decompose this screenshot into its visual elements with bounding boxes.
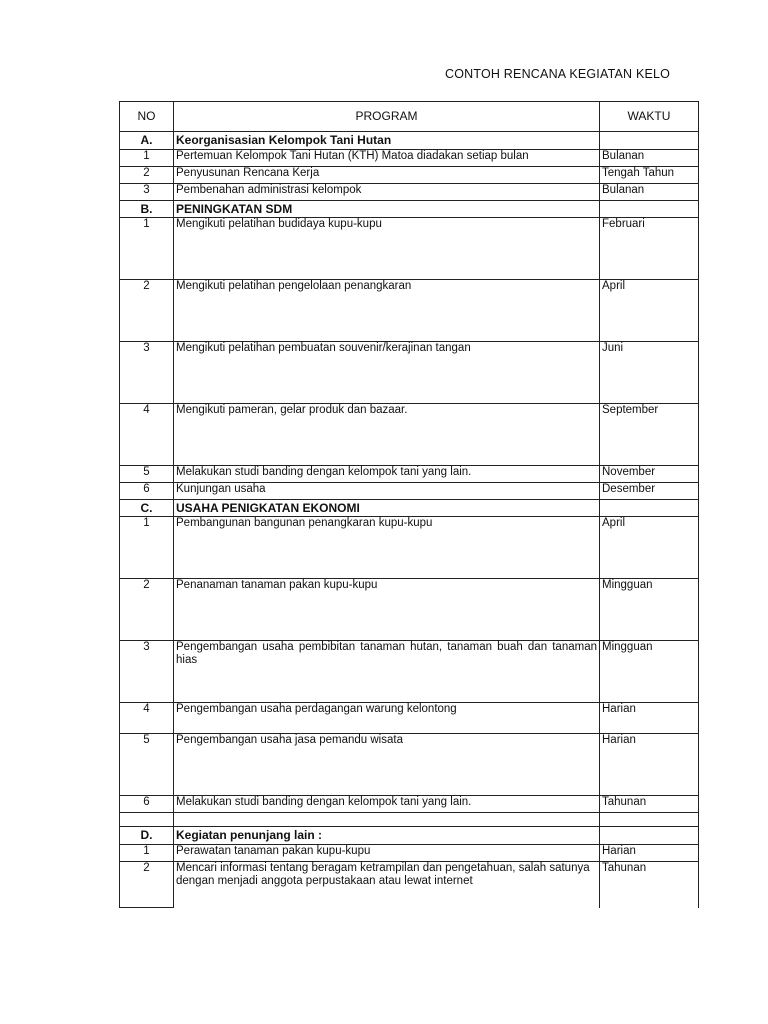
header-program: PROGRAM [174,102,600,132]
row-waktu: Juni [600,342,699,404]
row-waktu: September [600,404,699,466]
table-header-row [120,102,699,132]
row-no: 2 [120,167,174,184]
section-row [120,827,699,845]
row-program: Mengikuti pelatihan budidaya kupu-kupu [174,218,600,280]
page-title: CONTOH RENCANA KEGIATAN KELO [445,67,671,81]
table-row [120,184,699,201]
row-waktu: Tengah Tahun [600,167,699,184]
table-row [120,167,699,184]
row-program: Penanaman tanaman pakan kupu-kupu [174,579,600,641]
row-program: Mengikuti pelatihan pengelolaan penangkaran [174,280,600,342]
section-row [120,132,699,150]
row-program: Mencari informasi tentang beragam ketrampilan dan pengetahuan, salah satunya dengan menjadi anggota perpustakaan atau lewat internet [174,862,600,908]
row-no: 3 [120,342,174,404]
row-program: Perawatan tanaman pakan kupu-kupu [174,845,600,862]
table-row [120,862,699,908]
row-waktu: Harian [600,703,699,734]
row-no: 2 [120,280,174,342]
row-waktu: Desember [600,483,699,500]
row-no: 6 [120,796,174,813]
row-program: Pengembangan usaha jasa pemandu wisata [174,734,600,796]
row-waktu: Mingguan [600,641,699,703]
row-waktu [600,201,699,218]
row-program: Mengikuti pameran, gelar produk dan bazaar. [174,404,600,466]
row-program: Melakukan studi banding dengan kelompok tani yang lain. [174,796,600,813]
table-row [120,734,699,796]
row-program: Pembangunan bangunan penangkaran kupu-kupu [174,517,600,579]
section-row [120,201,699,218]
row-waktu: Tahunan [600,796,699,813]
row-no: 5 [120,734,174,796]
row-program: Kegiatan penunjang lain : [174,827,600,845]
row-waktu: Tahunan [600,862,699,908]
row-no: 2 [120,862,174,908]
row-waktu: April [600,280,699,342]
header-waktu: WAKTU [600,102,699,132]
row-waktu: November [600,466,699,483]
table-row [120,342,699,404]
table-row [120,579,699,641]
table-row-blank [120,813,699,827]
row-no: A. [120,132,174,150]
row-no: C. [120,500,174,517]
table-row [120,150,699,167]
row-waktu [600,813,699,827]
row-program: Kunjungan usaha [174,483,600,500]
row-no: 4 [120,404,174,466]
table-row [120,280,699,342]
row-no: 5 [120,466,174,483]
row-program: Pengembangan usaha pembibitan tanaman hutan, tanaman buah dan tanaman hias [174,641,600,703]
row-no: 1 [120,517,174,579]
row-program: USAHA PENIGKATAN EKONOMI [174,500,600,517]
row-no: 6 [120,483,174,500]
row-no: 1 [120,218,174,280]
row-no [120,813,174,827]
table-row [120,404,699,466]
row-waktu [600,500,699,517]
row-waktu: April [600,517,699,579]
row-no: 2 [120,579,174,641]
row-waktu: Bulanan [600,184,699,201]
table-row [120,796,699,813]
row-program: Pengembangan usaha perdagangan warung kelontong [174,703,600,734]
table-row [120,218,699,280]
row-program: Keorganisasian Kelompok Tani Hutan [174,132,600,150]
section-row [120,500,699,517]
row-waktu: Harian [600,734,699,796]
row-program: Penyusunan Rencana Kerja [174,167,600,184]
row-program: Mengikuti pelatihan pembuatan souvenir/kerajinan tangan [174,342,600,404]
table-row [120,483,699,500]
row-program: PENINGKATAN SDM [174,201,600,218]
row-waktu: Bulanan [600,150,699,167]
header-no: NO [120,102,174,132]
row-no: 3 [120,184,174,201]
row-program: Pertemuan Kelompok Tani Hutan (KTH) Matoa diadakan setiap bulan [174,150,600,167]
row-program [174,813,600,827]
table-row [120,703,699,734]
table-row [120,641,699,703]
row-no: B. [120,201,174,218]
table-row [120,845,699,862]
row-waktu [600,827,699,845]
row-no: D. [120,827,174,845]
activity-plan-table [119,101,699,908]
table-row [120,517,699,579]
row-no: 3 [120,641,174,703]
row-no: 1 [120,845,174,862]
row-waktu [600,132,699,150]
row-program: Melakukan studi banding dengan kelompok tani yang lain. [174,466,600,483]
row-program: Pembenahan administrasi kelompok [174,184,600,201]
row-no: 4 [120,703,174,734]
row-waktu: Mingguan [600,579,699,641]
table-row [120,466,699,483]
row-no: 1 [120,150,174,167]
row-waktu: Harian [600,845,699,862]
row-waktu: Februari [600,218,699,280]
